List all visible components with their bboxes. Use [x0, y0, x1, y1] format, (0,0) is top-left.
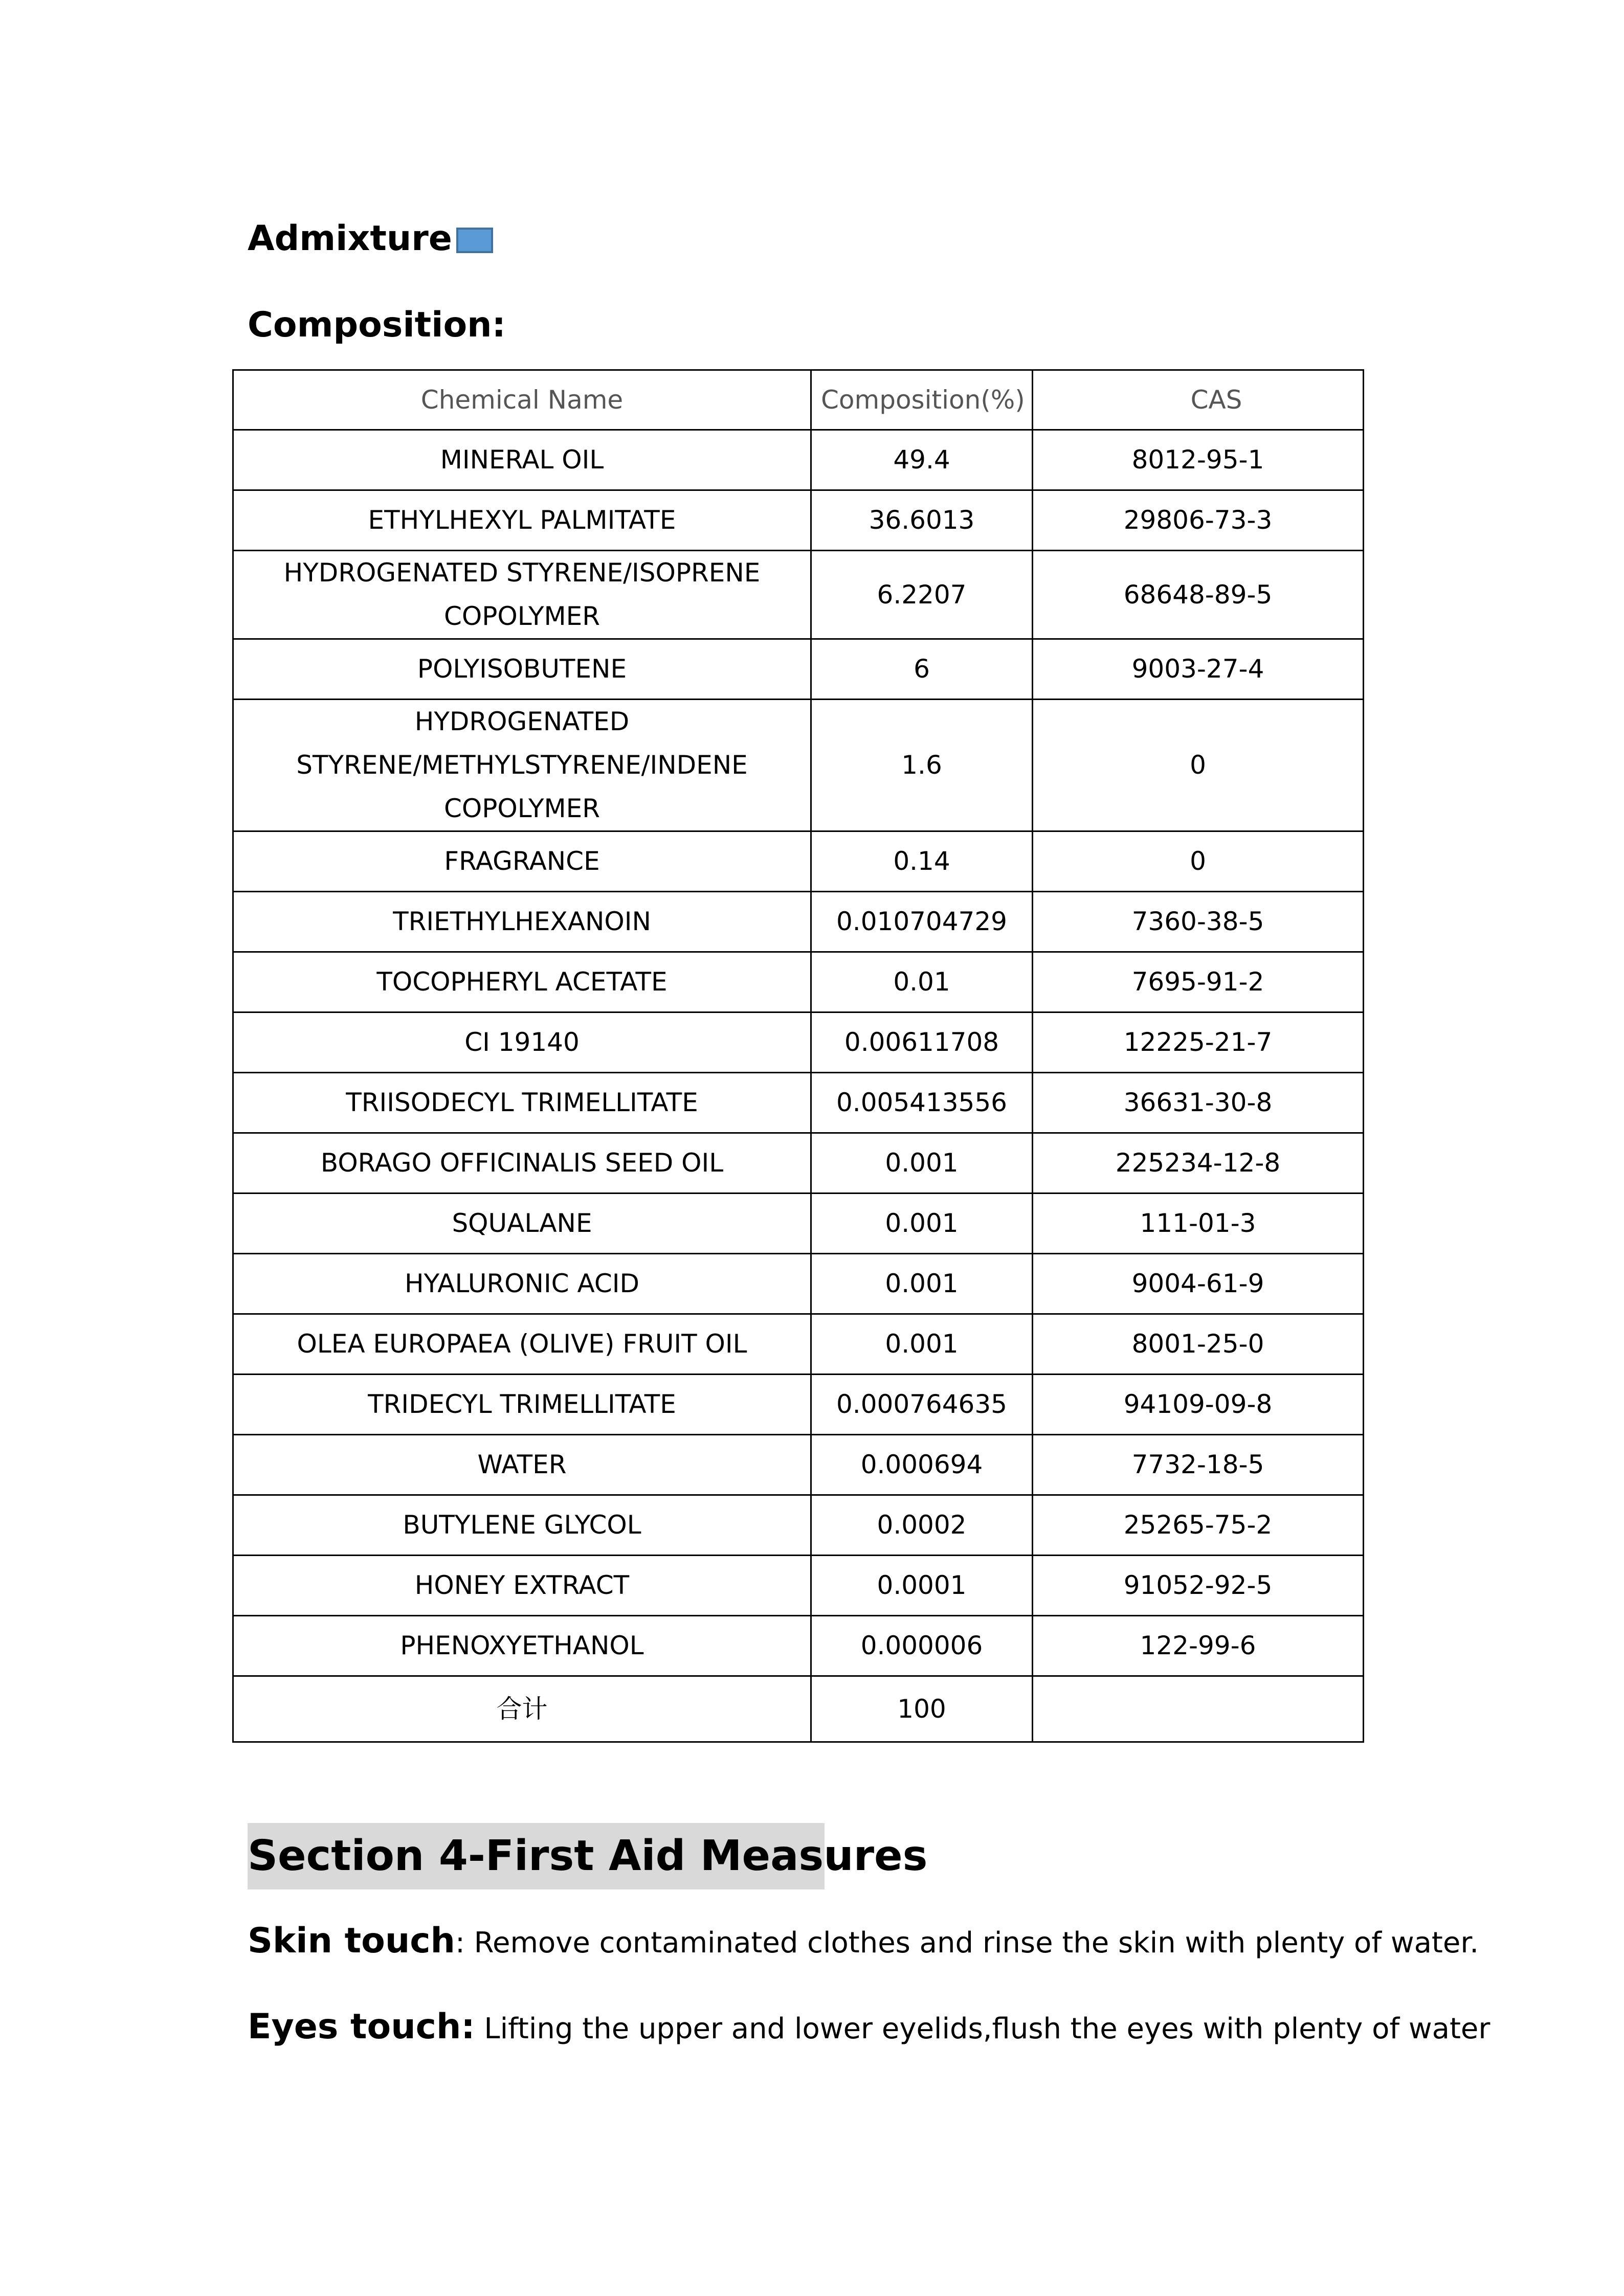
- cas-cell: 122-99-6: [1033, 1616, 1364, 1676]
- cas-cell: 225234-12-8: [1033, 1133, 1364, 1194]
- table-row: [233, 892, 1364, 952]
- chemical-name-cell: BORAGO OFFICINALIS SEED OIL: [233, 1133, 811, 1194]
- cas-cell: 9003-27-4: [1033, 639, 1364, 700]
- composition-heading: Composition:: [248, 305, 506, 345]
- cas-cell: 0: [1033, 700, 1364, 831]
- chemical-name-cell: TOCOPHERYL ACETATE: [233, 952, 811, 1012]
- table-row: [233, 490, 1364, 551]
- table-row: [233, 831, 1364, 892]
- composition-cell: 100: [811, 1676, 1033, 1742]
- composition-cell: 0.010704729: [811, 892, 1033, 952]
- composition-cell: 0.00611708: [811, 1012, 1033, 1073]
- table-row: [233, 1616, 1364, 1676]
- color-swatch: [456, 228, 493, 253]
- cas-cell: 12225-21-7: [1033, 1012, 1364, 1073]
- table-row: [233, 1254, 1364, 1314]
- chemical-name-cell: FRAGRANCE: [233, 831, 811, 892]
- cas-cell: 36631-30-8: [1033, 1073, 1364, 1133]
- composition-cell: 1.6: [811, 700, 1033, 831]
- chemical-name-cell: 合计: [233, 1676, 811, 1742]
- composition-cell: 0.001: [811, 1254, 1033, 1314]
- chemical-name-cell: HYDROGENATED STYRENE/ISOPRENE COPOLYMER: [233, 551, 811, 639]
- admixture-heading: [248, 218, 493, 259]
- chemical-name-cell: TRIETHYLHEXANOIN: [233, 892, 811, 952]
- chemical-name-cell: HONEY EXTRACT: [233, 1556, 811, 1616]
- composition-cell: 0.0002: [811, 1495, 1033, 1556]
- chemical-name-cell: SQUALANE: [233, 1194, 811, 1254]
- chemical-name-cell: TRIISODECYL TRIMELLITATE: [233, 1073, 811, 1133]
- eyes-touch-label: Eyes touch:: [248, 2007, 475, 2047]
- cas-cell: 8001-25-0: [1033, 1314, 1364, 1375]
- eyes-touch-paragraph: [248, 2007, 1490, 2047]
- cas-cell: 111-01-3: [1033, 1194, 1364, 1254]
- skin-touch-paragraph: [248, 1921, 1479, 1961]
- chemical-name-cell: MINERAL OIL: [233, 430, 811, 490]
- table-row: [233, 639, 1364, 700]
- composition-cell: 0.001: [811, 1194, 1033, 1254]
- table-header-row: [233, 370, 1364, 430]
- table-body: [233, 430, 1364, 1742]
- table-row: [233, 952, 1364, 1012]
- composition-cell: 0.000764635: [811, 1375, 1033, 1435]
- eyes-touch-text: Lifting the upper and lower eyelids,flush the eyes with plenty of water: [475, 2012, 1490, 2045]
- chemical-name-cell: CI 19140: [233, 1012, 811, 1073]
- table-row: [233, 1676, 1364, 1742]
- chemical-name-cell: WATER: [233, 1435, 811, 1495]
- table-row: [233, 551, 1364, 639]
- cas-cell: 7732-18-5: [1033, 1435, 1364, 1495]
- chemical-name-cell: HYALURONIC ACID: [233, 1254, 811, 1314]
- cas-cell: 0: [1033, 831, 1364, 892]
- composition-cell: 0.14: [811, 831, 1033, 892]
- composition-cell: 0.000694: [811, 1435, 1033, 1495]
- table-row: [233, 1073, 1364, 1133]
- composition-cell: 0.001: [811, 1133, 1033, 1194]
- chemical-name-cell: POLYISOBUTENE: [233, 639, 811, 700]
- table-row: [233, 1435, 1364, 1495]
- admixture-title: Admixture: [248, 218, 452, 259]
- composition-cell: 49.4: [811, 430, 1033, 490]
- table-row: [233, 1556, 1364, 1616]
- skin-touch-label: Skin touch: [248, 1921, 455, 1961]
- cas-cell: 8012-95-1: [1033, 430, 1364, 490]
- chemical-name-cell: ETHYLHEXYL PALMITATE: [233, 490, 811, 551]
- composition-cell: 6.2207: [811, 551, 1033, 639]
- section-4-title: Section 4-First Aid Measures: [248, 1823, 825, 1889]
- composition-cell: 6: [811, 639, 1033, 700]
- cas-cell: 7695-91-2: [1033, 952, 1364, 1012]
- cas-cell: [1033, 1676, 1364, 1742]
- table-row: [233, 1375, 1364, 1435]
- chemical-name-cell: PHENOXYETHANOL: [233, 1616, 811, 1676]
- table-row: [233, 700, 1364, 831]
- cas-cell: 25265-75-2: [1033, 1495, 1364, 1556]
- cas-cell: 9004-61-9: [1033, 1254, 1364, 1314]
- composition-cell: 0.001: [811, 1314, 1033, 1375]
- composition-cell: 0.000006: [811, 1616, 1033, 1676]
- table-row: [233, 1133, 1364, 1194]
- skin-touch-text: : Remove contaminated clothes and rinse the skin with plenty of water.: [455, 1926, 1479, 1960]
- composition-cell: 36.6013: [811, 490, 1033, 551]
- chemical-name-cell: OLEA EUROPAEA (OLIVE) FRUIT OIL: [233, 1314, 811, 1375]
- table-row: [233, 1194, 1364, 1254]
- column-header-chemical-name: Chemical Name: [233, 370, 811, 430]
- column-header-cas: CAS: [1033, 370, 1364, 430]
- cas-cell: 29806-73-3: [1033, 490, 1364, 551]
- table-row: [233, 1314, 1364, 1375]
- chemical-name-cell: HYDROGENATED STYRENE/METHYLSTYRENE/INDENE COPOLYMER: [233, 700, 811, 831]
- composition-cell: 0.005413556: [811, 1073, 1033, 1133]
- composition-cell: 0.0001: [811, 1556, 1033, 1616]
- table-row: [233, 430, 1364, 490]
- table-row: [233, 1012, 1364, 1073]
- table-row: [233, 1495, 1364, 1556]
- chemical-name-cell: BUTYLENE GLYCOL: [233, 1495, 811, 1556]
- cas-cell: 68648-89-5: [1033, 551, 1364, 639]
- cas-cell: 7360-38-5: [1033, 892, 1364, 952]
- chemical-name-cell: TRIDECYL TRIMELLITATE: [233, 1375, 811, 1435]
- cas-cell: 91052-92-5: [1033, 1556, 1364, 1616]
- composition-cell: 0.01: [811, 952, 1033, 1012]
- column-header-composition: Composition(%): [811, 370, 1033, 430]
- composition-table: [232, 369, 1364, 1743]
- cas-cell: 94109-09-8: [1033, 1375, 1364, 1435]
